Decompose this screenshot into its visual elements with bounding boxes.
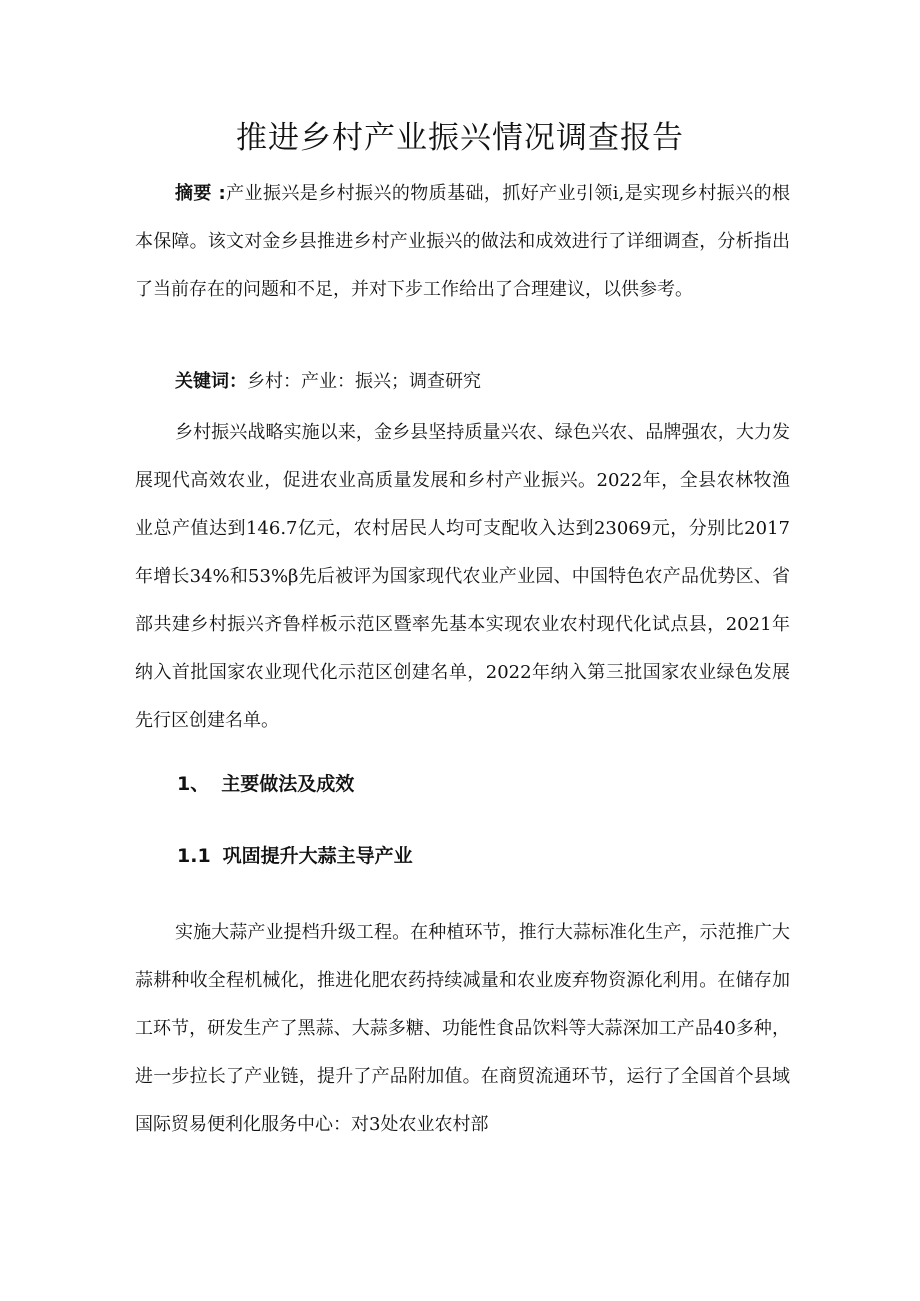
keywords-paragraph — [135, 358, 790, 406]
section-1-1-number: 1.1 — [177, 845, 211, 867]
section-1-1-paragraph: 实施大蒜产业提档升级工程。在种植环节，推行大蒜标准化生产，示范推广大蒜耕种收全程机械化，推进化肥农药持续减量和农业废弃物资源化利用。在储存加工环节，研发生产了黑蒜、大蒜多糖、功能性食品饮料等大蒜深加工产品40多种，进一步拉长了产业链，提升了产品附加值。在商贸流通环节，运行了全国首个县域国际贸易便利化服务中心：对3处农业农村部 — [135, 922, 790, 1135]
keywords-label: 关键词： — [175, 371, 247, 392]
abstract-text: 产业振兴是乡村振兴的物质基础，抓好产业引领i,是实现乡村振兴的根本保障。该文对金乡县推进乡村产业振兴的做法和成效进行了详细调查，分析指出了当前存在的问题和不足，并对下步工作给出了合理建议，以供参考。 — [135, 183, 791, 300]
section-1-heading — [177, 769, 354, 796]
document-title: 推进乡村产业振兴情况调查报告 — [236, 120, 684, 156]
section-1-1-heading — [177, 841, 413, 868]
intro-paragraph: 乡村振兴战略实施以来，金乡县坚持质量兴农、绿色兴农、品牌强农，大力发展现代高效农业，促进农业高质量发展和乡村产业振兴。2022年，全县农林牧渔业总产值达到146.7亿元，农村居民人均可支配收入达到23069元，分别比2017年增长34%和53%β先后被评为国家现代农业产业园、中国特色农产品优势区、省部共建乡村振兴齐鲁样板示范区暨率先基本实现农业农村现代化试点县，2021年纳入首批国家农业现代化示范区创建名单，2022年纳入第三批国家农业绿色发展先行区创建名单。 — [135, 422, 790, 731]
section-1-1-title: 巩固提升大蒜主导产业 — [222, 845, 413, 867]
section-1-number: 1、 — [177, 773, 210, 795]
keywords-text: 乡村：产业：振兴；调查研究 — [247, 371, 481, 392]
abstract-label: 摘要 : — [175, 183, 226, 204]
abstract-paragraph — [135, 170, 790, 314]
section-1-title: 主要做法及成效 — [221, 773, 355, 795]
